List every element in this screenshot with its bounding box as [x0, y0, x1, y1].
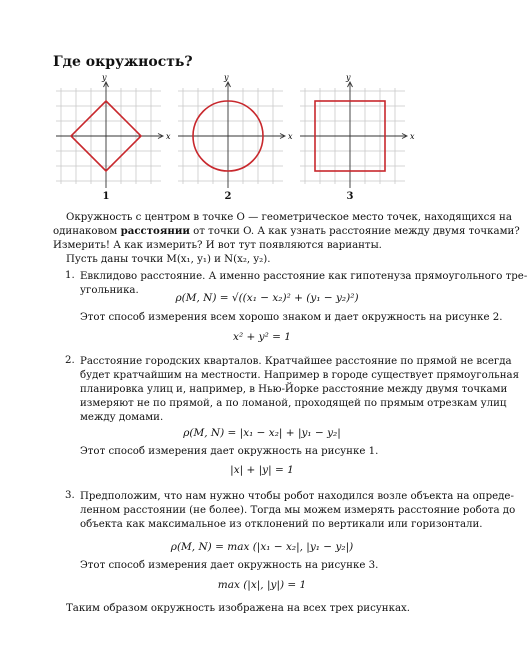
formula-manhattan: ρ(M, N) = |x₁ − x₂| + |y₁ − y₂|	[183, 427, 341, 439]
axes	[178, 82, 285, 188]
intro-line-3: Измерить! А как измерить? И вот тут появляются варианты.	[53, 240, 382, 251]
figure-diamond	[56, 73, 176, 206]
item-2-line-1: Расстояние городских кварталов. Кратчайшее расстояние по прямой не всегда	[80, 356, 512, 367]
item-3-line-1: Предположим, что нам нужно чтобы робот находился возле объекта на опреде-	[80, 491, 514, 502]
x-axis-label: x	[166, 132, 171, 141]
item-1-after: Этот способ измерения всем хорошо знаком и дает окружность на рисунке 2.	[80, 312, 503, 323]
intro-line-1: Окружность с центром в точке O — геометрическое место точек, находящихся на	[66, 212, 512, 223]
figure-circle	[178, 73, 298, 206]
equation-diamond: |x| + |y| = 1	[230, 464, 294, 476]
item-1-line-1: Евклидово расстояние. А именно расстояние как гипотенуза прямоугольного тре-	[80, 271, 527, 282]
figure-square	[300, 73, 420, 206]
y-axis-label: y	[224, 73, 229, 82]
item-2-line-4: измеряют не по прямой, а по ломаной, проходящей по прямым отрезкам улиц	[80, 398, 507, 409]
y-axis-label: y	[102, 73, 107, 82]
conclusion: Таким образом окружность изображена на всех трех рисунках.	[66, 603, 411, 614]
x-axis-label: x	[410, 132, 415, 141]
equation-square: max (|x|, |y|) = 1	[217, 579, 307, 591]
x-axis-label: x	[288, 132, 293, 141]
figure-label: 2	[224, 191, 232, 202]
intro-text: от точки O. А как узнать расстояние между двумя точками?	[189, 226, 520, 237]
item-3-after: Этот способ измерения дает окружность на рисунке 3.	[80, 560, 379, 571]
item-number: 2.	[65, 355, 75, 366]
circle-plot	[178, 73, 298, 196]
item-1-line-2: угольника.	[80, 285, 139, 296]
axes	[300, 82, 407, 188]
item-2-after: Этот способ измерения дает окружность на рисунке 1.	[80, 446, 379, 457]
page-title: Где окружность?	[53, 54, 193, 70]
square-plot	[300, 73, 420, 196]
formula-euclid: ρ(M, N) = √((x₁ − x₂)² + (y₁ − y₂)²)	[175, 292, 359, 304]
intro-text: одинаковом	[53, 226, 121, 237]
formula-chebyshev: ρ(M, N) = max (|x₁ − x₂|, |y₁ − y₂|)	[170, 541, 354, 553]
item-2-line-2: будет кратчайшим на местности. Например в городе существует прямоугольная	[80, 370, 520, 381]
item-2-line-5: между домами.	[80, 412, 164, 423]
item-3-line-3: объекта как максимальное из отклонений по вертикали или горизонтали.	[80, 519, 483, 530]
equation-circle: x² + y² = 1	[233, 331, 291, 343]
figure-label: 3	[346, 191, 354, 202]
bold-term: расстоянии	[120, 225, 190, 237]
diamond-plot	[56, 73, 176, 196]
item-2-line-3: планировка улиц и, например, в Нью-Йорке расстояние между двумя точками	[80, 384, 508, 395]
y-axis-label: y	[346, 73, 351, 82]
intro-line-4: Пусть даны точки M(x₁, y₁) и N(x₂, y₂).	[66, 254, 271, 265]
intro-line-2	[53, 225, 520, 239]
item-3-line-2: ленном расстоянии (не более). Тогда мы можем измерять расстояние робота до	[80, 505, 516, 516]
item-number: 1.	[65, 270, 75, 281]
item-number: 3.	[65, 490, 75, 501]
figure-label: 1	[102, 191, 110, 202]
